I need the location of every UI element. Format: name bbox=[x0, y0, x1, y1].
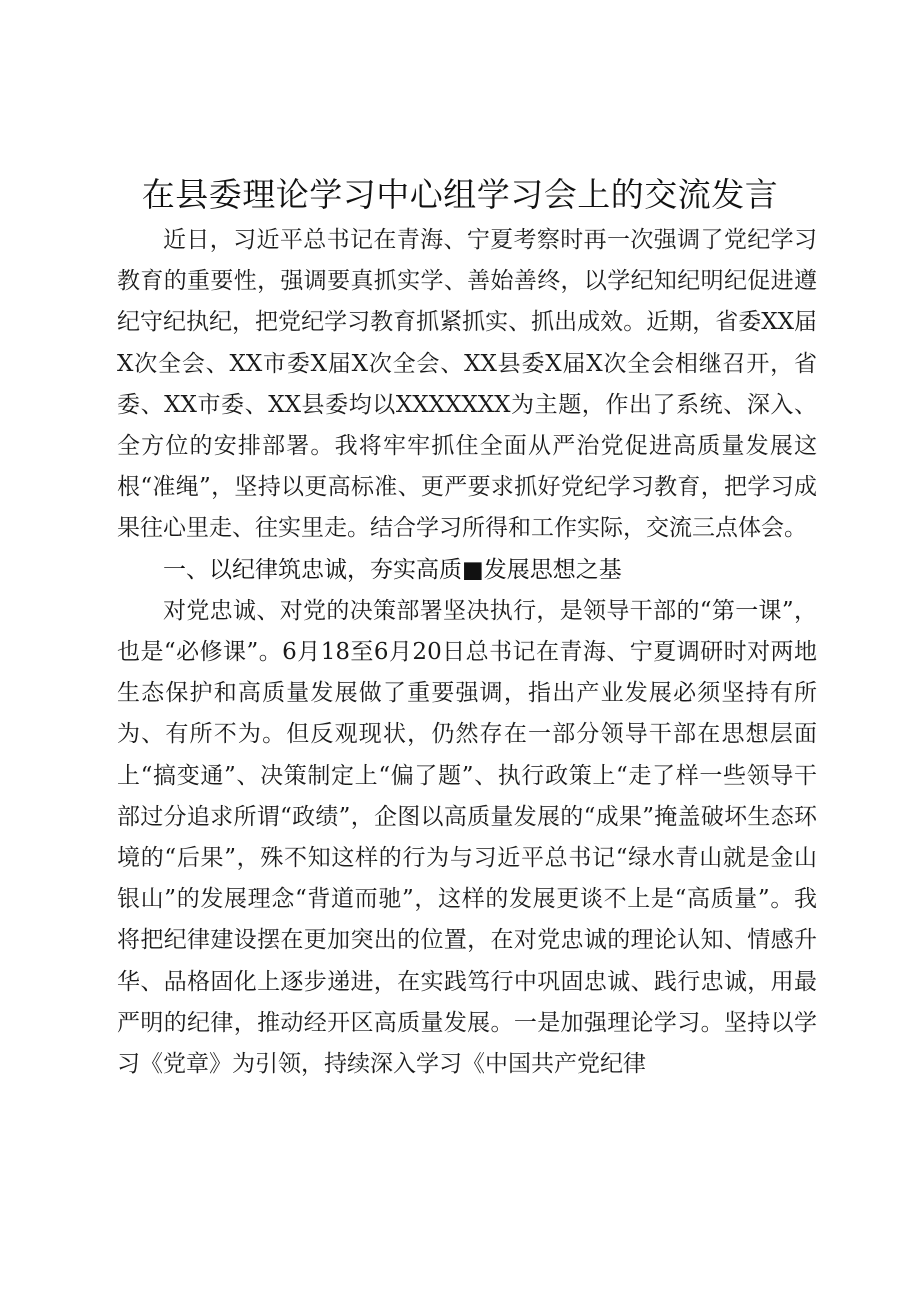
section-paragraph: 对党忠诚、对党的决策部署坚决执行，是领导干部的“第一课”，也是“必修课”。6月18至6月20日总书记在青海、宁夏调研时对两地生态保护和高质量发展做了重要强调，指出产业发展必须坚持有所为、有所不为。但反观现状，仍然存在一部分领导干部在思想层面上“搞变通”、决策制定上“偏了题”、执行政策上“走了样一些领导干部过分追求所谓“政绩”，企图以高质量发展的“成果”掩盖破坏生态环境的“后果”，殊不知这样的行为与习近平总书记“绿水青山就是金山银山”的发展理念“背道而驰”，这样的发展更谈不上是“高质量”。我将把纪律建设摆在更加突出的位置，在对党忠诚的理论认知、情感升华、品格固化上逐步递进，在实践笃行中巩固忠诚、践行忠诚，用最严明的纪律，推动经开区高质量发展。一是加强理论学习。坚持以学习《党章》为引领，持续深入学习《中国共产党纪律 bbox=[117, 597, 817, 1078]
document-body bbox=[117, 220, 817, 1085]
intro-paragraph: 近日，习近平总书记在青海、宁夏考察时再一次强调了党纪学习教育的重要性，强调要真抓实学、善始善终，以学纪知纪明纪促进遵纪守纪执纪，把党纪学习教育抓紧抓实、抓出成效。近期，省委XX届X次全会、XX市委X届X次全会、XX县委X届X次全会相继召开，省委、XX市委、XX县委均以XXXXXXX为主题，作出了系统、深入、全方位的安排部署。我将牢牢抓住全面从严治党促进高质量发展这根“准绳”，坚持以更高标准、更严要求抓好党纪学习教育，把学习成果往心里走、往实里走。结合学习所得和工作实际，交流三点体会。 bbox=[117, 227, 817, 542]
section-heading: 一、以纪律筑忠诚，夯实高质■发展思想之基 bbox=[163, 556, 622, 583]
document-title: 在县委理论学习中心组学习会上的交流发言 bbox=[141, 175, 779, 214]
